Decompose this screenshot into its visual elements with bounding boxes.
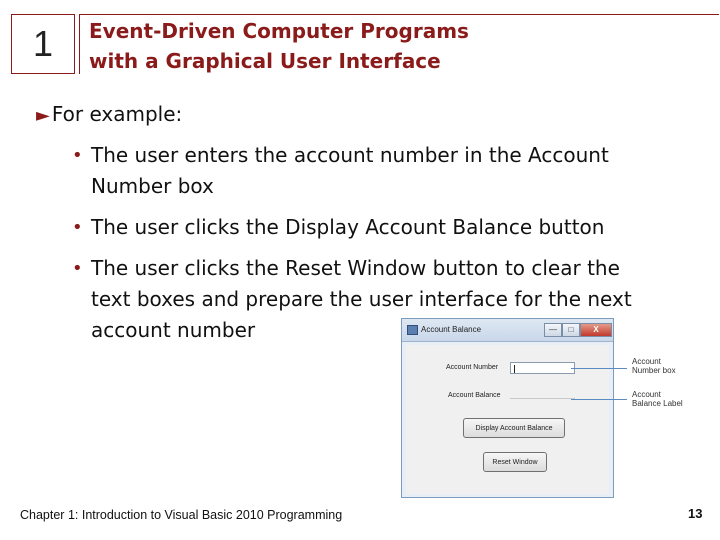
minimize-icon[interactable]: — xyxy=(544,323,562,337)
maximize-icon[interactable]: □ xyxy=(562,323,580,337)
account-balance-window-screenshot xyxy=(401,318,614,498)
slide-title-line1: Event-Driven Computer Programs xyxy=(89,19,469,43)
reset-window-button[interactable]: Reset Window xyxy=(483,452,547,472)
bullet-text: The user enters the account number in the Account Number box xyxy=(91,143,609,198)
account-number-input[interactable] xyxy=(510,362,575,374)
text-caret xyxy=(514,365,515,373)
bullet-text-tail: account number xyxy=(91,318,256,342)
chapter-number-box xyxy=(11,14,75,74)
account-number-label: Account Number xyxy=(446,364,499,371)
arrow-bullet-icon: ► xyxy=(36,105,50,126)
callout-text-line1: Account xyxy=(632,390,661,399)
account-balance-label: Account Balance xyxy=(448,392,501,399)
callout-text-line2: Number box xyxy=(632,366,676,375)
list-item xyxy=(72,140,682,202)
close-icon[interactable]: X xyxy=(580,323,612,337)
bullet-icon: • xyxy=(72,145,83,166)
bullet-icon: • xyxy=(72,258,83,279)
window-titlebar xyxy=(402,319,613,342)
page-number: 13 xyxy=(688,506,703,521)
window-app-icon xyxy=(407,325,418,335)
list-item xyxy=(72,212,682,243)
account-balance-value xyxy=(510,398,575,399)
callout-account-number-box xyxy=(632,357,676,375)
callout-text-line1: Account xyxy=(632,357,661,366)
lead-item xyxy=(36,102,182,126)
bullet-text: The user clicks the Display Account Balance button xyxy=(91,215,605,239)
callout-line-textbox xyxy=(571,368,627,369)
window-title: Account Balance xyxy=(421,325,482,334)
slide-title-line2: with a Graphical User Interface xyxy=(89,49,441,73)
slide-title xyxy=(89,16,469,76)
callout-account-balance-label xyxy=(632,390,683,408)
footer-chapter-text: Chapter 1: Introduction to Visual Basic 2010 Programming xyxy=(20,508,343,522)
bullet-icon: • xyxy=(72,217,83,238)
display-account-balance-button[interactable]: Display Account Balance xyxy=(463,418,565,438)
chapter-number: 1 xyxy=(32,23,54,64)
lead-text: For example: xyxy=(51,102,183,126)
callout-text-line2: Balance Label xyxy=(632,399,683,408)
bullet-text: The user clicks the Reset Window button to clear the text boxes and prepare the user interface for the next xyxy=(91,256,632,311)
callout-line-label xyxy=(571,399,627,400)
